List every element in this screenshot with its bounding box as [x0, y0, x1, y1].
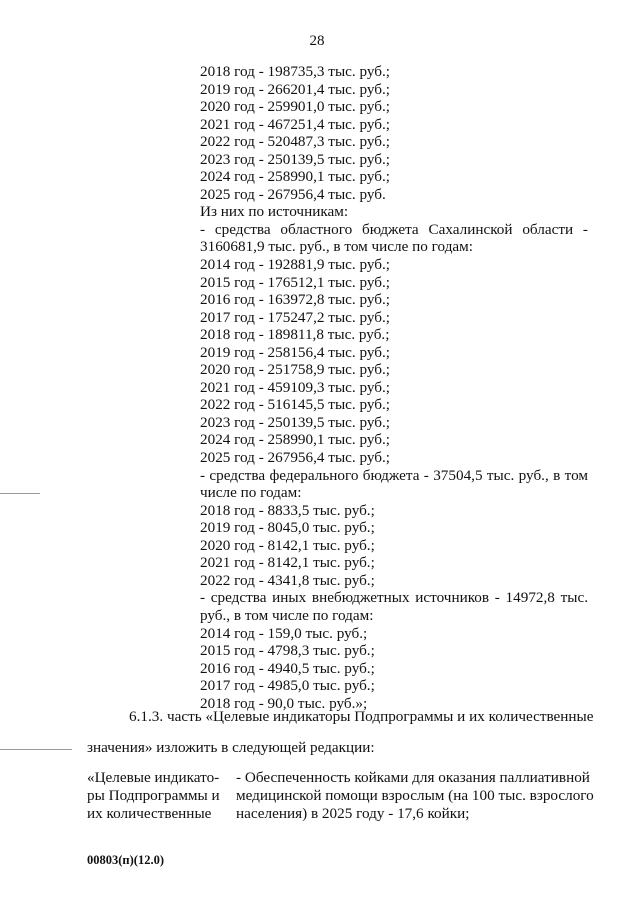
funding-line: 2020 год - 259901,0 тыс. руб.;: [200, 98, 391, 116]
funding-line: 2024 год - 258990,1 тыс. руб.;: [200, 168, 391, 186]
funding-line: 2016 год - 163972,8 тыс. руб.;: [200, 291, 391, 309]
funding-breakdown: [200, 63, 588, 712]
table-left-line: ры Подпрограммы и: [87, 787, 220, 804]
funding-line: 3160681,9 тыс. руб., в том числе по годам:: [200, 238, 473, 256]
funding-line: руб., в том числе по годам:: [200, 606, 374, 624]
funding-line: - средства федерального бюджета - 37504,5 тыс. руб., в том: [200, 466, 588, 484]
funding-line: 2018 год - 198735,3 тыс. руб.;: [200, 63, 391, 80]
funding-line: 2016 год - 4940,5 тыс. руб.;: [200, 659, 375, 677]
paragraph-amendment-continued: значения» изложить в следующей редакции:: [87, 739, 375, 756]
funding-line: 2017 год - 4985,0 тыс. руб.;: [200, 677, 375, 695]
funding-line: Из них по источникам:: [200, 203, 349, 221]
document-code: 00803(п)(12.0): [87, 853, 164, 867]
page-number: 28: [309, 33, 325, 49]
funding-line: 2022 год - 520487,3 тыс. руб.;: [200, 133, 391, 151]
funding-line: 2025 год - 267956,4 тыс. руб.;: [200, 449, 391, 467]
scan-speck: [0, 749, 72, 750]
table-right-cell: [236, 769, 594, 823]
funding-line: 2018 год - 8833,5 тыс. руб.;: [200, 501, 375, 519]
funding-line: 2021 год - 459109,3 тыс. руб.;: [200, 378, 391, 396]
funding-line: 2014 год - 192881,9 тыс. руб.;: [200, 256, 391, 274]
funding-line: 2015 год - 4798,3 тыс. руб.;: [200, 642, 375, 660]
funding-line: 2017 год - 175247,2 тыс. руб.;: [200, 308, 391, 326]
table-left-cell: [87, 769, 229, 823]
funding-line: - средства областного бюджета Сахалинской области -: [200, 220, 588, 238]
funding-line: 2024 год - 258990,1 тыс. руб.;: [200, 431, 391, 449]
funding-line: 2014 год - 159,0 тыс. руб.;: [200, 624, 368, 642]
table-right-line: населения) в 2025 году - 17,6 койки;: [236, 805, 470, 822]
funding-line: 2020 год - 251758,9 тыс. руб.;: [200, 361, 391, 379]
table-left-line: их количественные: [87, 805, 212, 822]
funding-line: 2021 год - 467251,4 тыс. руб.;: [200, 115, 391, 133]
funding-line: - средства иных внебюджетных источников - 14972,8 тыс.: [200, 589, 588, 607]
funding-line: 2018 год - 90,0 тыс. руб.»;: [200, 694, 368, 712]
funding-line: 2021 год - 8142,1 тыс. руб.;: [200, 554, 375, 572]
funding-line: 2023 год - 250139,5 тыс. руб.;: [200, 413, 391, 431]
table-right-line: медицинской помощи взрослым (на 100 тыс. взрослого: [236, 787, 594, 804]
funding-line: 2018 год - 189811,8 тыс. руб.;: [200, 326, 390, 344]
funding-line: 2015 год - 176512,1 тыс. руб.;: [200, 273, 391, 291]
scan-speck: [0, 493, 40, 494]
funding-line: 2019 год - 8045,0 тыс. руб.;: [200, 519, 375, 537]
funding-line: 2019 год - 258156,4 тыс. руб.;: [200, 343, 391, 361]
table-left-line: «Целевые индикато-: [87, 769, 220, 786]
funding-line: 2025 год - 267956,4 тыс. руб.: [200, 185, 386, 203]
funding-line: 2023 год - 250139,5 тыс. руб.;: [200, 150, 391, 168]
table-right-line: - Обеспеченность койками для оказания паллиативной: [236, 769, 590, 786]
paragraph-amendment: 6.1.3. часть «Целевые индикаторы Подпрограммы и их количественные: [129, 708, 594, 725]
funding-line: 2019 год - 266201,4 тыс. руб.;: [200, 80, 391, 98]
funding-line: 2022 год - 516145,5 тыс. руб.;: [200, 396, 391, 414]
funding-line: 2020 год - 8142,1 тыс. руб.;: [200, 536, 375, 554]
funding-line: 2022 год - 4341,8 тыс. руб.;: [200, 571, 375, 589]
funding-line: числе по годам:: [200, 484, 302, 502]
